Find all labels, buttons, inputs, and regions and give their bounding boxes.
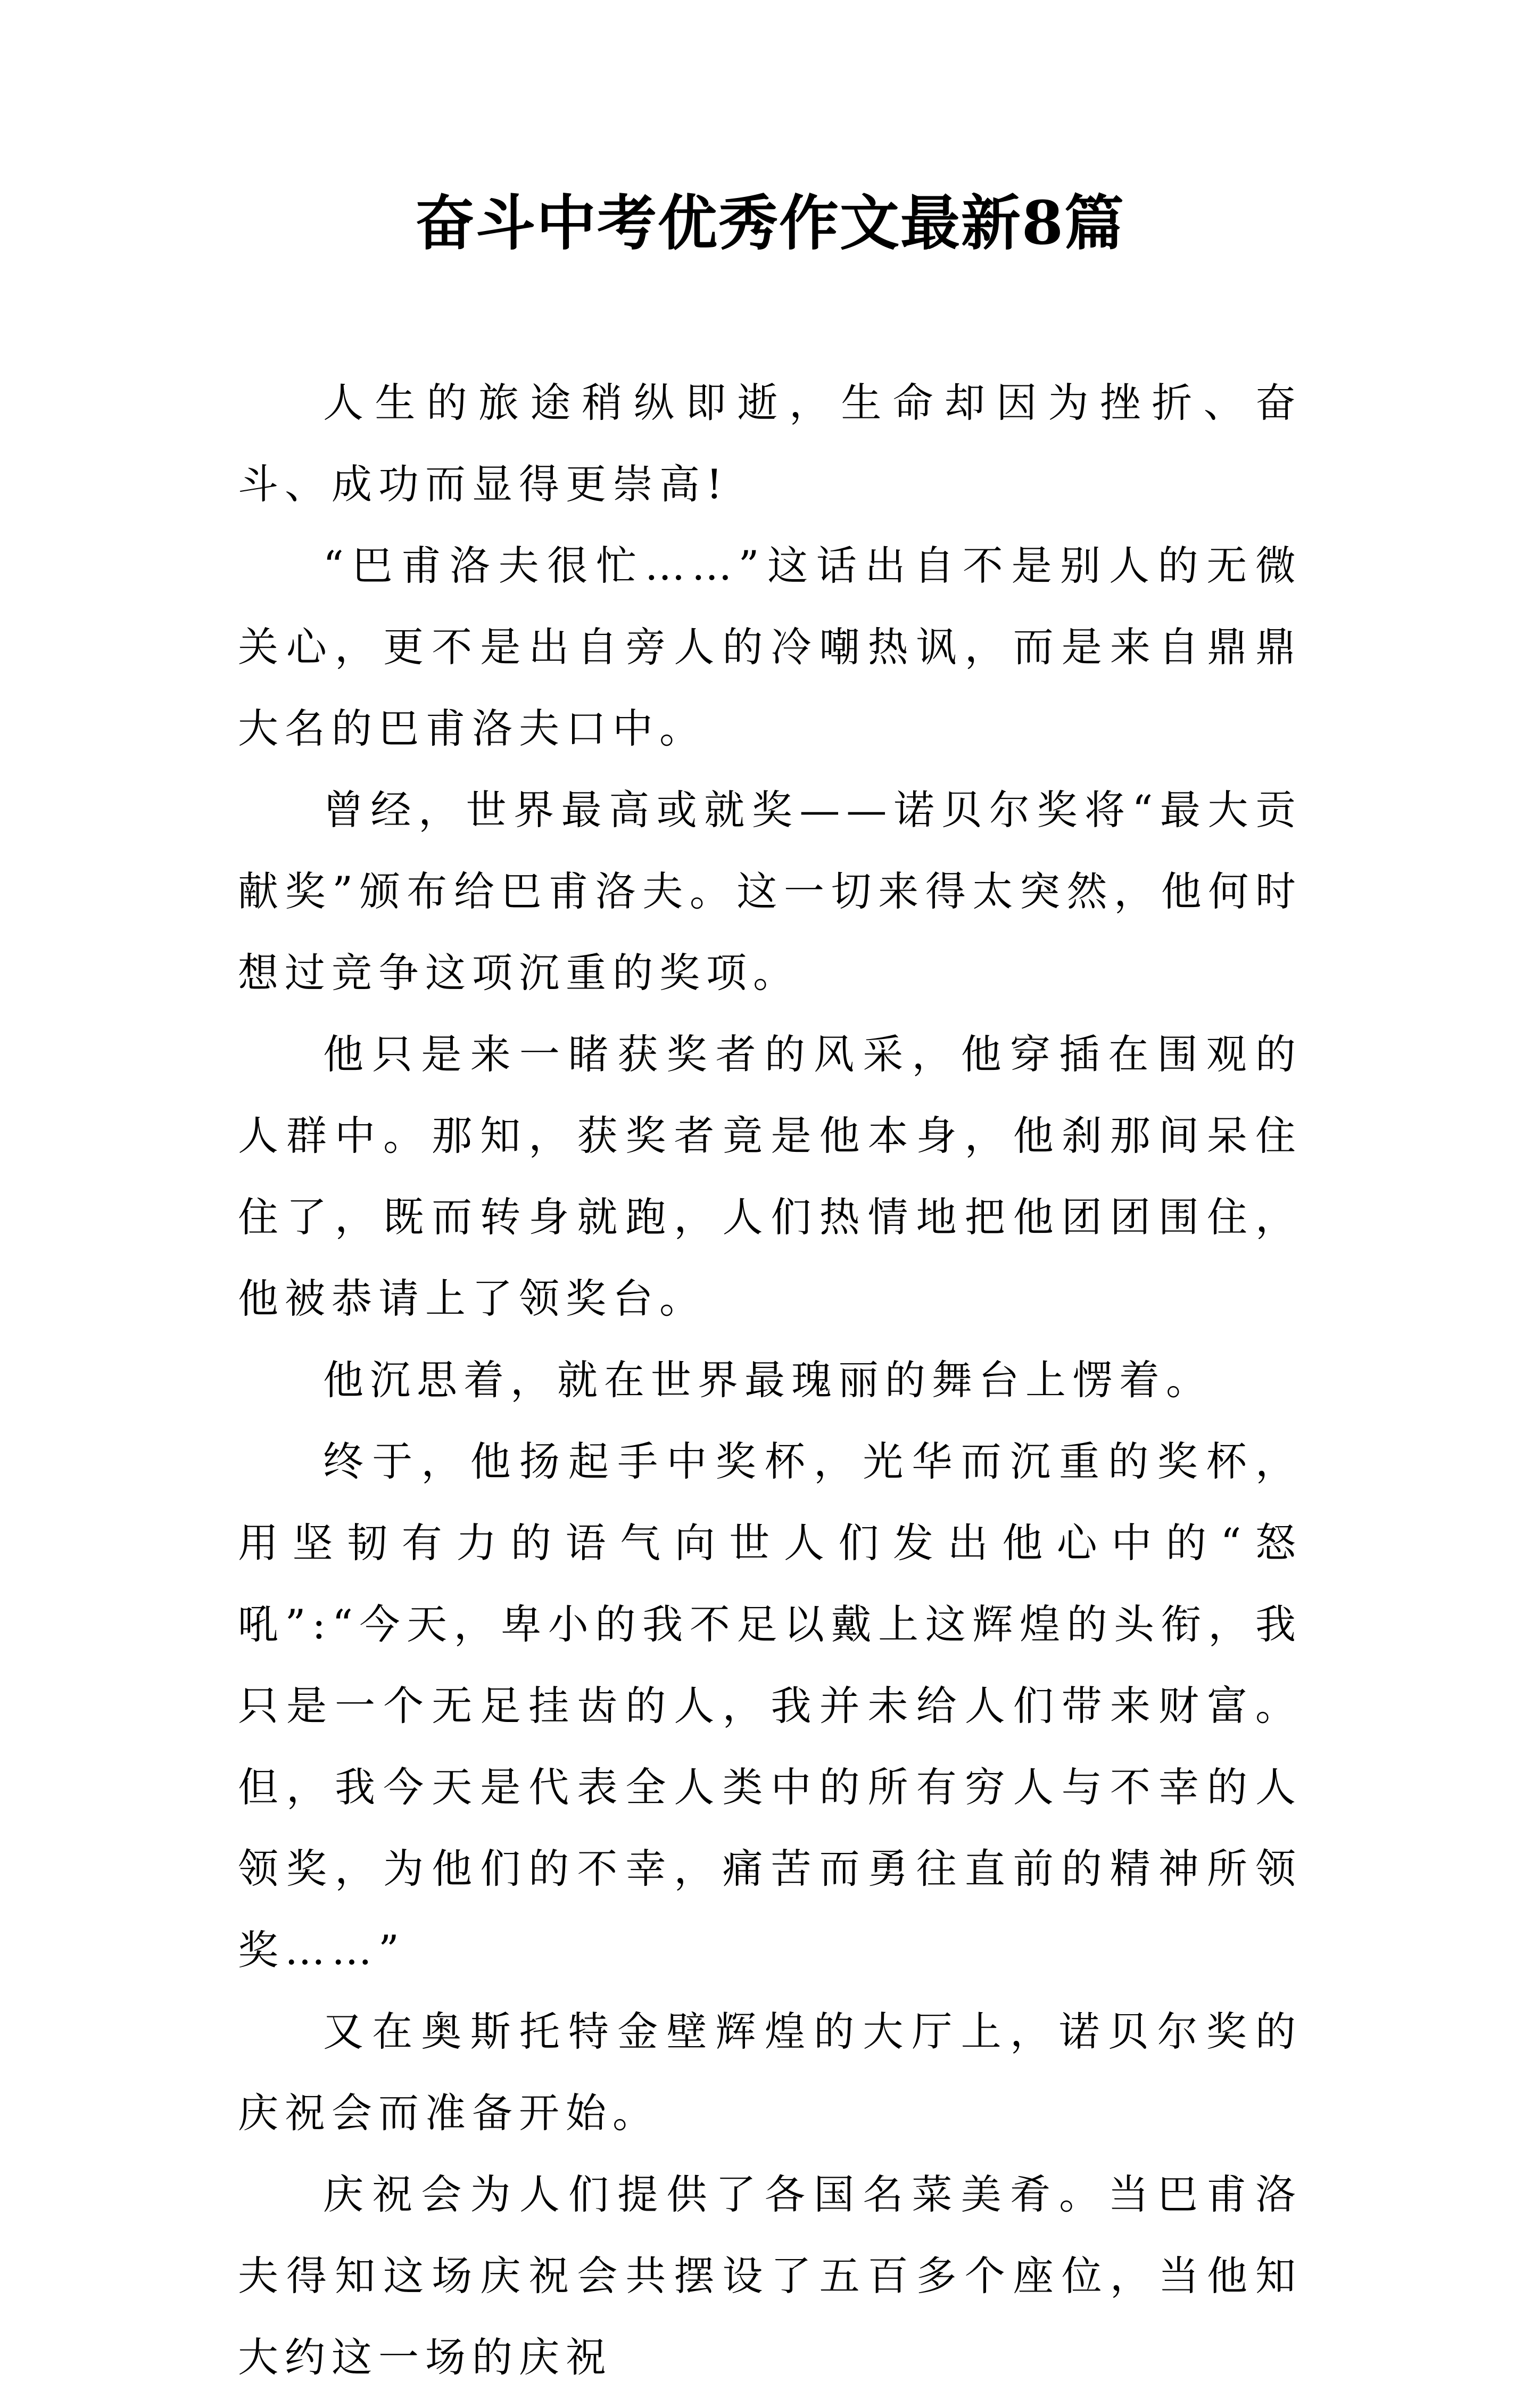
paragraph: 庆祝会为人们提供了各国名菜美肴。当巴甫洛夫得知这场庆祝会共摆设了五百多个座位，当他知大约这一场的庆祝 xyxy=(238,2171,1302,2381)
document-body xyxy=(238,362,1302,2398)
paragraph: 又在奥斯托特金壁辉煌的大厅上，诺贝尔奖的庆祝会而准备开始。 xyxy=(238,2008,1302,2137)
paragraph: 曾经，世界最高或就奖——诺贝尔奖将“最大贡献奖”颁布给巴甫洛夫。这一切来得太突然，他何时想过竞争这项沉重的奖项。 xyxy=(238,786,1302,996)
paragraph: 他沉思着，就在世界最瑰丽的舞台上愣着。 xyxy=(323,1356,1213,1404)
paragraph: “巴甫洛夫很忙……”这话出自不是别人的无微关心，更不是出自旁人的冷嘲热讽，而是来自鼎鼎大名的巴甫洛夫口中。 xyxy=(238,542,1302,752)
paragraph: 人生的旅途稍纵即逝，生命却因为挫折、奋斗、成功而显得更崇高! xyxy=(238,379,1302,508)
paragraph: 终于，他扬起手中奖杯，光华而沉重的奖杯，用坚韧有力的语气向世人们发出他心中的“怒吼”:“今天，卑小的我不足以戴上这辉煌的头衔，我只是一个无足挂齿的人，我并未给人们带来财富。但，我今天是代表全人类中的所有穷人与不幸的人领奖，为他们的不幸，痛苦而勇往直前的精神所领奖……” xyxy=(238,1438,1302,1974)
document-title: 奋斗中考优秀作文最新8篇 xyxy=(415,188,1125,258)
paragraph: 他只是来一睹获奖者的风采，他穿插在围观的人群中。那知，获奖者竟是他本身，他刹那间呆住住了，既而转身就跑，人们热情地把他团团围住，他被恭请上了领奖台。 xyxy=(238,1031,1302,1322)
